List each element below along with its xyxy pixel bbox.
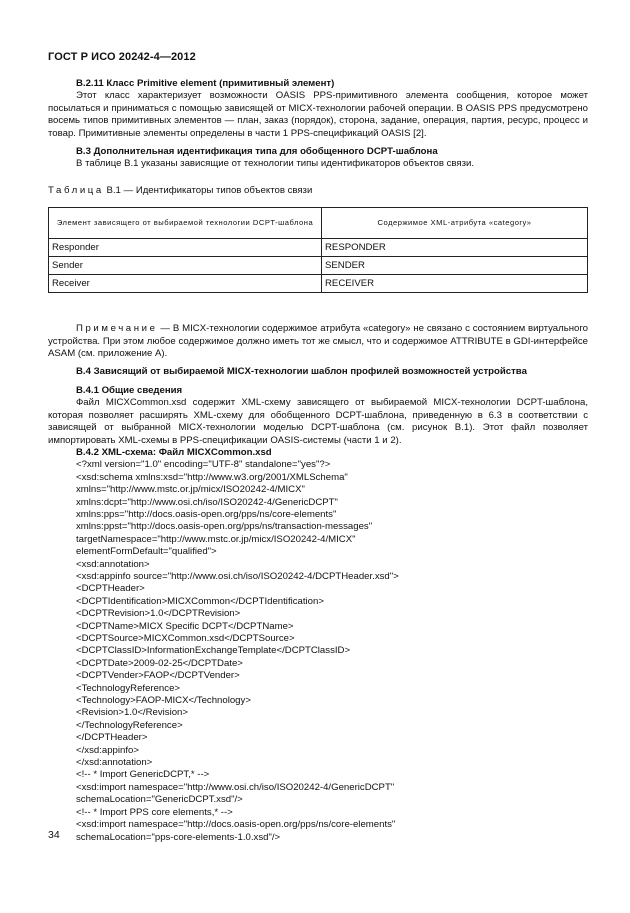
section-b42-heading: В.4.2 XML-схема: Файл MICXCommon.xsd [76, 446, 272, 458]
code-line: </DCPTHeader> [76, 732, 148, 744]
code-line: </TechnologyReference> [76, 719, 183, 731]
table-row [49, 239, 588, 257]
code-line: <xsd:import namespace="http://www.osi.ch/iso/ISO20242-4/GenericDCPT" [76, 781, 395, 793]
code-line: <DCPTDate>2009-02-25</DCPTDate> [76, 657, 243, 669]
page-number: 34 [48, 829, 60, 841]
table-cell: RESPONDER [322, 239, 588, 257]
code-line: <DCPTHeader> [76, 583, 145, 595]
section-b41-heading: В.4.1 Общие сведения [76, 384, 183, 396]
code-line: <TechnologyReference> [76, 682, 181, 694]
code-line: xmlns="http://www.mstc.or.jp/micx/ISO20242-4/MICX" [76, 484, 305, 496]
section-b41-paragraph: Файл MICXCommon.xsd содержит XML-схему зависящего от выбираемой MICX-технологии DCPT-шаблона, которая позволяет расширять XML-схему для обобщенного DCPT-шаблона, приведенную в 6.3 в соответствии с зависящей от выбранной MICX-технологии моделью DCPT-шаблона (см. рисунок В.1). Этот файл позволяет импортировать XML-схемы в PPS-спецификации OASIS-системы (части 1 и 2). [48, 397, 588, 446]
code-line: targetNamespace="http://www.mstc.or.jp/micx/ISO20242-4/MICX" [76, 533, 356, 545]
table-caption-label: Таблица [48, 184, 104, 196]
note-label: Примечание [76, 323, 158, 335]
table-cell: RECEIVER [322, 275, 588, 293]
code-line: </xsd:appinfo> [76, 744, 139, 756]
code-line: elementFormDefault="qualified"> [76, 546, 217, 558]
table-cell: Responder [49, 239, 322, 257]
code-line: <DCPTRevision>1.0</DCPTRevision> [76, 608, 241, 620]
code-line: <xsd:appinfo source="http://www.osi.ch/iso/ISO20242-4/DCPTHeader.xsd"> [76, 570, 399, 582]
code-line: <?xml version="1.0" encoding="UTF-8" standalone="yes"?> [76, 459, 331, 471]
table-header-content: Содержимое XML-атрибута «category» [322, 208, 588, 239]
code-line: <DCPTSource>MICXCommon.xsd</DCPTSource> [76, 633, 295, 644]
table-header-row [49, 208, 588, 239]
identifiers-table [48, 207, 588, 293]
standard-header: ГОСТ Р ИСО 20242-4—2012 [48, 51, 196, 63]
code-line: <xsd:annotation> [76, 558, 150, 570]
code-line: schemaLocation="pps-core-elements-1.0.xsd"/> [76, 831, 281, 843]
section-b4-heading: В.4 Зависящий от выбираемой MICX-технологии шаблон профилей возможностей устройства [76, 366, 527, 378]
code-line: <DCPTVender>FAOP</DCPTVender> [76, 670, 240, 682]
code-line: <Revision>1.0</Revision> [76, 707, 188, 719]
section-b3-heading: В.3 Дополнительная идентификация типа для обобщенного DCPT-шаблона [76, 146, 438, 158]
table-cell: SENDER [322, 257, 588, 275]
table-caption [48, 185, 588, 197]
note-paragraph [48, 323, 588, 360]
code-line: schemaLocation="GenericDCPT.xsd"/> [76, 794, 243, 806]
code-line: xmlns:ppst="http://docs.oasis-open.org/pps/ns/transaction-messages" [76, 521, 373, 533]
note-text: — В MICX-технологии содержимое атрибута «category» не связано с состоянием виртуального устройства. При этом любое содержимое должно иметь тот же смысл, что и содержимое ATTRIBUTE в GDI-интерфейсе ASAM (см. приложение А). [48, 323, 588, 360]
table-row [49, 275, 588, 293]
table-header-element: Элемент зависящего от выбираемой технологии DCPT-шаблона [49, 208, 322, 239]
code-line: <!-- * Import GenericDCPT,* --> [76, 769, 210, 781]
section-b211-heading: В.2.11 Класс Primitive element (примитивный элемент) [76, 78, 335, 89]
code-line: xmlns:dcpt="http://www.osi.ch/iso/ISO20242-4/GenericDCPT" [76, 496, 338, 508]
table-cell: Sender [49, 257, 322, 275]
code-line: <DCPTClassID>InformationExchangeTemplate</DCPTClassID> [76, 645, 351, 657]
code-line: <DCPTName>MICX Specific DCPT</DCPTName> [76, 620, 294, 632]
page-content [48, 78, 588, 844]
code-line: <xsd:schema xmlns:xsd="http://www.w3.org/2001/XMLSchema" [76, 471, 348, 483]
table-row [49, 257, 588, 275]
xml-code-listing [48, 459, 588, 844]
table-caption-text: В.1 — Идентификаторы типов объектов связи [103, 184, 313, 196]
section-b3-paragraph: В таблице В.1 указаны зависящие от технологии типы идентификаторов объектов связи. [76, 158, 474, 170]
code-line: <xsd:import namespace="http://docs.oasis-open.org/pps/ns/core-elements" [76, 819, 396, 831]
table-cell: Receiver [49, 275, 322, 293]
code-line: xmlns:pps="http://docs.oasis-open.org/pps/ns/core-elements" [76, 508, 337, 520]
section-b211-paragraph: Этот класс характеризует возможности OASIS PPS-примитивного элемента сообщения, которое может посылаться и приниматься с помощью зависящей от MICX-технологии рабочей операции. В OASIS PPS предусмотрено восемь типов примитивных элементов — план, заказ (порядок), сторона, задание, операция, партия, ресурс, процесс и товар. Примитивные элементы определены в части 1 PPS-спецификаций OASIS [2]. [48, 90, 588, 139]
code-line: <Technology>FAOP-MICX</Technology> [76, 695, 251, 707]
code-line: <DCPTIdentification>MICXCommon</DCPTIdentification> [76, 595, 324, 607]
code-line: </xsd:annotation> [76, 757, 153, 769]
code-line: <!-- * Import PPS core elements,* --> [76, 806, 233, 818]
